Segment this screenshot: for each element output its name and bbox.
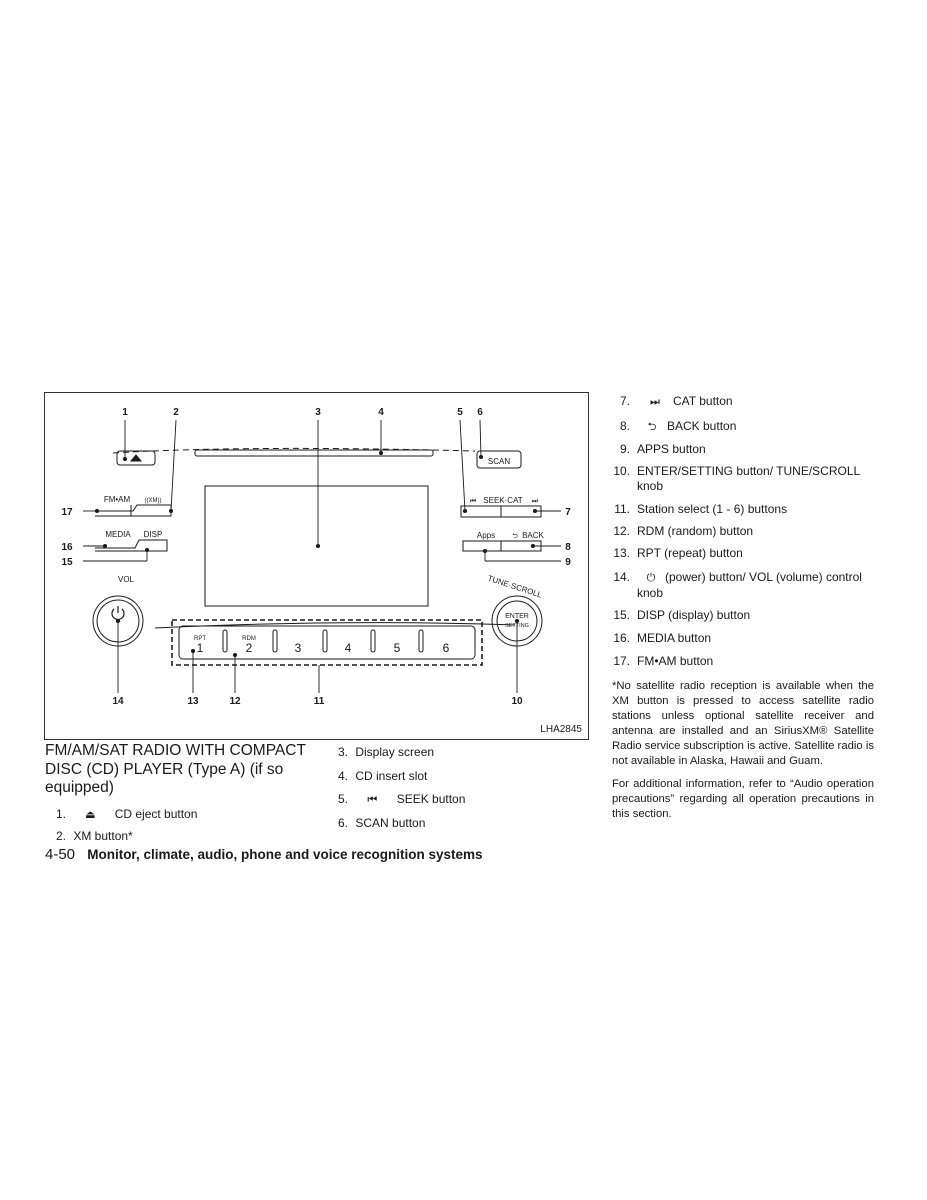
item-number: 12. [613, 524, 630, 538]
page-number: 4-50 [45, 846, 76, 863]
back-label: BACK [522, 531, 544, 540]
skip-forward-glyph: ⏭ [531, 498, 539, 505]
item-text: Station select (1 - 6) buttons [637, 502, 788, 516]
audio-unit-illustration [44, 392, 589, 740]
list-item [336, 815, 465, 839]
satellite-note: *No satellite radio reception is available when the XM button is pressed to access satellite radio stations unless optional satellite receiver and antenna are installed and an SiriusXM® Satellite Radio service subscription is active. Satellite radio is not available in Alaska, Hawaii and Guam. [612, 680, 874, 767]
tune-scroll-label: TUNE·SCROLL [486, 573, 544, 600]
list-item [612, 570, 874, 608]
item-text: CAT button [673, 394, 733, 408]
audio-panel-drawing [45, 393, 590, 741]
xm-label: ((XM)) [144, 498, 162, 504]
item-number: 15. [613, 608, 630, 622]
callout-7: 7 [565, 507, 571, 518]
list-item [612, 464, 874, 502]
preset-3: 3 [294, 641, 302, 655]
cd-slot-shape [195, 450, 433, 456]
item-number: 5. [337, 792, 348, 806]
item-number: 4. [337, 768, 348, 783]
item-text: APPS button [637, 442, 706, 456]
item-number: 13. [613, 546, 630, 560]
item-number: 1. [55, 807, 66, 821]
item-text: (power) button/ VOL (volume) control knob [637, 570, 862, 600]
item-list-col3 [612, 394, 874, 677]
skip-forward-icon: ⏭ [650, 396, 660, 408]
callout-3: 3 [315, 407, 321, 418]
item-text: Display screen [355, 745, 435, 759]
list-item [612, 631, 874, 654]
chapter-title: Monitor, climate, audio, phone and voice recognition systems [87, 847, 483, 862]
callout-13: 13 [187, 696, 199, 707]
item-text: RPT (repeat) button [637, 546, 743, 560]
list-item [336, 744, 465, 768]
item-number: 11. [614, 502, 630, 516]
item-number: 2. [55, 829, 66, 843]
callout-12: 12 [229, 696, 241, 707]
item-number: 6. [337, 815, 348, 830]
skip-back-glyph: ⏮ [469, 498, 477, 505]
item-number: 7. [619, 394, 630, 408]
vol-label: VOL [117, 575, 135, 584]
callout-4: 4 [378, 407, 384, 418]
setting-label: SETTING [505, 623, 529, 629]
power-icon [112, 606, 124, 619]
callout-16: 16 [61, 542, 73, 553]
scan-label: SCAN [487, 457, 511, 466]
apps-label: Apps [476, 531, 496, 540]
callout-5: 5 [457, 407, 463, 418]
item-text: CD insert slot [355, 768, 428, 783]
callout-17: 17 [61, 507, 73, 518]
item-text: CD eject button [114, 807, 198, 821]
item-list-col2 [336, 744, 465, 838]
item-number: 17. [613, 654, 630, 668]
item-text: XM button* [73, 829, 133, 843]
panel-labels [104, 457, 545, 642]
item-number: 16. [613, 631, 630, 645]
list-item [612, 608, 874, 631]
preset-5: 5 [393, 641, 401, 655]
list-item [612, 442, 874, 464]
callout-6: 6 [477, 407, 483, 418]
section-title: FM/AM/SAT RADIO WITH COMPACT DISC (CD) PLAYER (Type A) (if so equipped) [45, 742, 306, 796]
page-footer [45, 846, 483, 863]
callout-10: 10 [511, 696, 523, 707]
item-text: SEEK button [396, 792, 466, 806]
callout-14: 14 [112, 696, 124, 707]
callout-15: 15 [61, 557, 73, 568]
fm-am-label: FM•AM [103, 495, 131, 504]
item-text: ENTER/SETTING button/ TUNE/SCROLL knob [637, 464, 860, 493]
item-number: 3. [337, 745, 348, 759]
power-icon: ⏻ [646, 572, 656, 584]
callout-1: 1 [122, 407, 128, 418]
item-number: 10. [613, 464, 630, 478]
list-item [336, 768, 465, 792]
list-item [612, 546, 874, 570]
preset-1: 1 [196, 641, 204, 655]
bezel-line-top [113, 448, 475, 453]
seek-cat-label: SEEK·CAT [483, 496, 523, 505]
callout-11: 11 [313, 696, 325, 707]
apps-back-buttons-shape [463, 541, 541, 551]
list-item [612, 654, 874, 677]
preset-2: 2 [245, 641, 253, 655]
callout-8: 8 [565, 542, 571, 553]
list-item [336, 791, 465, 815]
disp-label: DISP [143, 530, 163, 539]
callout-9: 9 [565, 557, 571, 568]
preset-4: 4 [344, 641, 352, 655]
list-item [612, 394, 874, 419]
item-number: 8. [619, 419, 630, 433]
item-text: MEDIA button [637, 631, 712, 645]
preset-6: 6 [442, 641, 450, 655]
bezel-line-lower [155, 623, 515, 628]
enter-label: ENTER [505, 613, 529, 620]
item-text: SCAN button [355, 815, 426, 830]
list-item [52, 806, 197, 828]
item-text: FM•AM button [637, 654, 714, 668]
eject-icon: ⏏ [85, 809, 96, 821]
rdm-label: RDM [242, 636, 256, 642]
item-text: RDM (random) button [637, 524, 754, 538]
list-item [612, 502, 874, 524]
item-list-col1 [52, 806, 197, 850]
item-text: DISP (display) button [637, 608, 751, 622]
item-text: BACK button [667, 419, 737, 433]
additional-info-note: For additional information, refer to “Audio operation precautions” regarding all operation precautions in this section. [612, 778, 874, 820]
item-number: 14. [613, 570, 630, 584]
list-item [612, 524, 874, 546]
rpt-label: RPT [194, 636, 206, 642]
figure-id: LHA2845 [540, 724, 582, 735]
back-arrow-icon: ⮌ [647, 421, 657, 433]
item-number: 9. [619, 442, 630, 456]
list-item [612, 419, 874, 442]
skip-back-icon: ⏮ [367, 794, 378, 806]
back-arrow-glyph: ⮌ [512, 533, 518, 540]
eject-icon [131, 455, 141, 461]
fm-xm-buttons-shape [95, 505, 171, 516]
media-label: MEDIA [105, 530, 131, 539]
callout-2: 2 [173, 407, 179, 418]
